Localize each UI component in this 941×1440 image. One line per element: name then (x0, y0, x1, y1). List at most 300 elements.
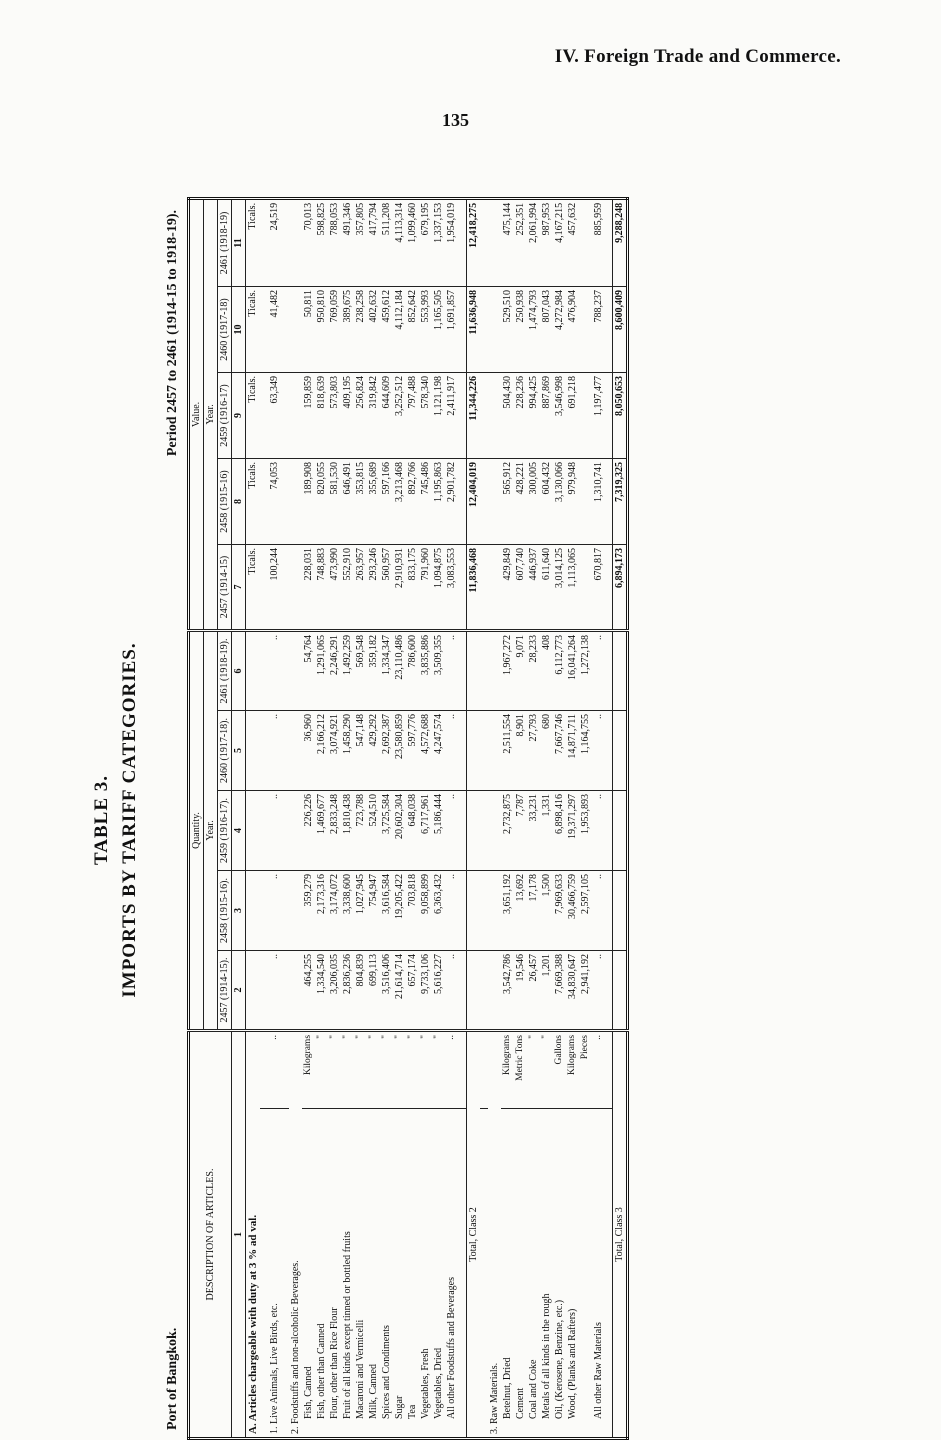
value-cell: 263,957 (354, 544, 367, 630)
unit-label: Ticals. (245, 286, 260, 372)
value-cell: 511,208 (380, 198, 393, 286)
quantity-cell: 699,113 (367, 950, 380, 1030)
value-cell: 293,246 (367, 544, 380, 630)
value-cell: 300,005 (526, 458, 539, 544)
value-cell: 50,811 (302, 286, 315, 372)
total-class-3-row (612, 198, 627, 1438)
quantity-cell: 2,246,291 (328, 630, 341, 710)
value-cell: 473,990 (328, 544, 341, 630)
total-value-cell: 6,894,173 (612, 544, 627, 630)
quantity-cell: .. (445, 950, 458, 1030)
value-cell: 491,346 (341, 198, 354, 286)
article-desc (328, 1109, 341, 1439)
quantity-cell: 2,836,236 (341, 950, 354, 1030)
article-name: Sugar (393, 1395, 405, 1419)
value-cell: 578,340 (419, 372, 432, 458)
rotated-table-block (91, 200, 851, 1440)
value-cell: 429,849 (500, 544, 513, 630)
article-name: Milk, Canned (367, 1364, 379, 1419)
quantity-cell: 3,074,921 (328, 710, 341, 790)
quantity-cell: 19,371,297 (565, 790, 578, 870)
unit-cell: .. (591, 1030, 604, 1108)
total-value-cell: 7,319,325 (612, 458, 627, 544)
quantity-cell: 1,272,138 (578, 630, 591, 710)
unit-cell: " (315, 1030, 328, 1108)
table-row (591, 198, 604, 1438)
year-header: 2459 (1916-17). (217, 790, 231, 870)
quantity-cell: 19,546 (513, 950, 526, 1030)
quantity-header: Quantity. (188, 630, 203, 1030)
quantity-cell: 3,651,192 (500, 870, 513, 950)
article-name: All other Raw Materials (592, 1322, 603, 1419)
quantity-cell: .. (445, 630, 458, 710)
quantity-cell: .. (591, 870, 604, 950)
article-name: Spices and Condiments (380, 1325, 392, 1419)
row-number: 1. (268, 1426, 280, 1434)
value-cell: 1,121,198 (432, 372, 445, 458)
quantity-cell: .. (268, 630, 281, 710)
quantity-cell: 28,233 (526, 630, 539, 710)
article-name: Fish, Canned (302, 1366, 314, 1419)
article-desc (565, 1109, 578, 1439)
quantity-cell: .. (268, 870, 281, 950)
table-row (406, 198, 419, 1438)
article-name: Live Animals, Live Birds, etc. (268, 1303, 280, 1424)
total-class-2-row (466, 198, 480, 1438)
value-cell: 807,043 (539, 286, 552, 372)
value-cell: 1,197,477 (591, 372, 604, 458)
total-value-cell: 11,636,948 (466, 286, 480, 372)
quantity-cell: 8,901 (513, 710, 526, 790)
quantity-cell: 680 (539, 710, 552, 790)
value-cell: 611,640 (539, 544, 552, 630)
quantity-cell: 23,110,486 (393, 630, 406, 710)
value-cell: 1,113,065 (565, 544, 578, 630)
table-row (328, 198, 341, 1438)
quantity-cell: 754,947 (367, 870, 380, 950)
table-row (268, 198, 281, 1438)
quantity-cell: .. (445, 710, 458, 790)
quantity-cell: 657,174 (406, 950, 419, 1030)
value-cell: 159,859 (302, 372, 315, 458)
article-name: Betelnut, Dried (501, 1357, 512, 1419)
quantity-cell: 30,466,759 (565, 870, 578, 950)
value-cell: 950,810 (315, 286, 328, 372)
quantity-cell: 648,038 (406, 790, 419, 870)
article-desc (500, 1109, 513, 1439)
quantity-cell: 547,148 (354, 710, 367, 790)
table-row (367, 198, 380, 1438)
value-cell (578, 544, 591, 630)
col-number: 9 (231, 372, 245, 458)
value-cell: 769,059 (328, 286, 341, 372)
year-header: 2457 (1914-15). (217, 950, 231, 1030)
quantity-cell: 1,164,755 (578, 710, 591, 790)
value-cell: 355,689 (367, 458, 380, 544)
quantity-cell: 1,458,290 (341, 710, 354, 790)
article-name: Macaroni and Vermicelli (354, 1319, 366, 1419)
quantity-cell: 27,793 (526, 710, 539, 790)
value-cell: 565,912 (500, 458, 513, 544)
period-label: Period 2457 to 2461 (1914-15 to 1918-19). (164, 210, 180, 457)
value-cell: 887,869 (539, 372, 552, 458)
value-cell: 4,113,314 (393, 198, 406, 286)
value-cell: 788,237 (591, 286, 604, 372)
value-cell: 3,130,066 (552, 458, 565, 544)
value-cell: 3,252,512 (393, 372, 406, 458)
value-cell: 1,310,741 (591, 458, 604, 544)
col-number: 11 (231, 198, 245, 286)
quantity-cell: 3,542,786 (500, 950, 513, 1030)
quantity-cell: 9,733,106 (419, 950, 432, 1030)
col-number: 2 (231, 950, 245, 1030)
quantity-cell: .. (591, 790, 604, 870)
unit-label: Ticals. (245, 544, 260, 630)
article-desc (578, 1109, 591, 1439)
total-value-cell: 8,050,653 (612, 372, 627, 458)
article-name: Vegetables, Fresh (419, 1348, 431, 1419)
section-a-title: A. Articles chargeable with duty at 3 % ad val. (245, 1030, 260, 1438)
value-cell: 1,474,793 (526, 286, 539, 372)
quantity-cell: 1,334,347 (380, 630, 393, 710)
article-desc (419, 1109, 432, 1439)
quantity-cell: 408 (539, 630, 552, 710)
quantity-cell: 36,960 (302, 710, 315, 790)
col-number: 1 (231, 1030, 245, 1438)
unit-cell: .. (268, 1030, 281, 1108)
quantity-cell: 2,732,875 (500, 790, 513, 870)
quantity-cell: 26,457 (526, 950, 539, 1030)
quantity-cell: .. (591, 630, 604, 710)
section-header: IV. Foreign Trade and Commerce. (554, 46, 841, 67)
value-cell: 256,824 (354, 372, 367, 458)
quantity-cell: 2,173,316 (315, 870, 328, 950)
value-cell: 979,948 (565, 458, 578, 544)
table-title: IMPORTS BY TARIFF CATEGORIES. (118, 642, 140, 998)
quantity-cell: 4,572,688 (419, 710, 432, 790)
quantity-cell: 3,616,584 (380, 870, 393, 950)
col-number: 4 (231, 790, 245, 870)
unit-cell: " (354, 1030, 367, 1108)
article-name: Wood, (Planks and Rafters) (566, 1308, 577, 1419)
table-row (315, 198, 328, 1438)
article-desc (539, 1109, 552, 1439)
quantity-cell: 703,818 (406, 870, 419, 950)
year-header: 2458 (1915-16) (217, 458, 231, 544)
value-cell (578, 198, 591, 286)
value-cell: 644,609 (380, 372, 393, 458)
total-value-cell: 11,344,226 (466, 372, 480, 458)
quantity-cell: 1,331 (539, 790, 552, 870)
quantity-cell: 54,764 (302, 630, 315, 710)
value-cell: 475,144 (500, 198, 513, 286)
col-number: 5 (231, 710, 245, 790)
quantity-cell: .. (268, 710, 281, 790)
year-header: 2461 (1918-19) (217, 198, 231, 286)
article-desc (315, 1109, 328, 1439)
value-cell: 63,349 (268, 372, 281, 458)
value-cell: 691,218 (565, 372, 578, 458)
quantity-cell: 9,058,899 (419, 870, 432, 950)
quantity-cell: 597,776 (406, 710, 419, 790)
table-row (539, 198, 552, 1438)
article-desc (341, 1109, 354, 1439)
quantity-cell: 19,205,422 (393, 870, 406, 950)
quantity-cell: 804,839 (354, 950, 367, 1030)
quantity-cell: 3,509,355 (432, 630, 445, 710)
value-cell: 820,055 (315, 458, 328, 544)
unit-cell: .. (445, 1030, 458, 1108)
value-cell: 3,213,468 (393, 458, 406, 544)
quantity-cell: 2,166,212 (315, 710, 328, 790)
value-cell: 459,612 (380, 286, 393, 372)
quantity-cell: 1,810,438 (341, 790, 354, 870)
year-header: 2460 (1917-18) (217, 286, 231, 372)
table-row (302, 198, 315, 1438)
unit-cell: " (380, 1030, 393, 1108)
table-row (445, 198, 458, 1438)
col-number: 8 (231, 458, 245, 544)
quantity-cell: 7,787 (513, 790, 526, 870)
value-cell: 994,425 (526, 372, 539, 458)
quantity-cell: 1,027,945 (354, 870, 367, 950)
quantity-cell: 13,692 (513, 870, 526, 950)
value-cell: 581,530 (328, 458, 341, 544)
value-cell: 504,430 (500, 372, 513, 458)
article-name: Vegetables, Dried (432, 1347, 444, 1419)
value-cell: 818,639 (315, 372, 328, 458)
value-cell: 788,053 (328, 198, 341, 286)
value-cell: 833,175 (406, 544, 419, 630)
unit-cell: " (526, 1030, 539, 1108)
total-label: Total, Class 2 (466, 1030, 480, 1438)
quantity-cell: 786,600 (406, 630, 419, 710)
total-value-cell: 9,288,248 (612, 198, 627, 286)
value-cell: 2,901,782 (445, 458, 458, 544)
article-name: Tea (406, 1404, 418, 1419)
quantity-cell: .. (268, 790, 281, 870)
article-desc (526, 1109, 539, 1439)
unit-label: Ticals. (245, 372, 260, 458)
total-value-cell: 8,600,409 (612, 286, 627, 372)
table-row (526, 198, 539, 1438)
quantity-cell: 359,182 (367, 630, 380, 710)
value-cell: 4,167,215 (552, 198, 565, 286)
table-row (354, 198, 367, 1438)
article-desc (354, 1109, 367, 1439)
value-cell: 228,236 (513, 372, 526, 458)
value-cell: 70,013 (302, 198, 315, 286)
col-number: 7 (231, 544, 245, 630)
unit-cell: " (406, 1030, 419, 1108)
unit-cell: Kilograms (500, 1030, 513, 1108)
value-cell: 3,014,125 (552, 544, 565, 630)
quantity-cell: 3,725,584 (380, 790, 393, 870)
value-cell: 1,099,460 (406, 198, 419, 286)
article-name: Cement (514, 1387, 525, 1419)
value-cell: 553,993 (419, 286, 432, 372)
value-cell: 476,904 (565, 286, 578, 372)
article-desc (552, 1109, 565, 1439)
quantity-cell: .. (591, 950, 604, 1030)
quantity-cell: 569,548 (354, 630, 367, 710)
quantity-cell: 3,206,035 (328, 950, 341, 1030)
value-cell: 402,632 (367, 286, 380, 372)
year-header: 2460 (1917-18). (217, 710, 231, 790)
value-cell: 250,938 (513, 286, 526, 372)
value-cell: 573,803 (328, 372, 341, 458)
group-2-title: 2. Foodstuffs and non-alcoholic Beverages. (289, 1030, 302, 1438)
quantity-cell: 23,580,859 (393, 710, 406, 790)
year-header: 2461 (1918-19). (217, 630, 231, 710)
col-number: 3 (231, 870, 245, 950)
quantity-cell: 3,174,072 (328, 870, 341, 950)
article-desc (380, 1109, 393, 1439)
unit-cell: Kilograms (302, 1030, 315, 1108)
value-cell: 1,954,019 (445, 198, 458, 286)
table-row (419, 198, 432, 1438)
value-cell: 228,031 (302, 544, 315, 630)
article-name: Coal and Coke (527, 1359, 538, 1419)
total-value-cell: 11,836,468 (466, 544, 480, 630)
value-cell: 2,910,931 (393, 544, 406, 630)
unit-cell: " (367, 1030, 380, 1108)
article-desc (432, 1109, 445, 1439)
quantity-cell: .. (268, 950, 281, 1030)
quantity-cell: 33,231 (526, 790, 539, 870)
unit-cell: Gallons (552, 1030, 565, 1108)
unit-cell: " (328, 1030, 341, 1108)
quantity-cell: 7,667,746 (552, 710, 565, 790)
value-cell: 885,959 (591, 198, 604, 286)
quantity-cell: 359,279 (302, 870, 315, 950)
quantity-cell: 723,788 (354, 790, 367, 870)
value-cell (578, 458, 591, 544)
unit-cell: " (432, 1030, 445, 1108)
value-cell: 4,272,984 (552, 286, 565, 372)
value-cell (578, 372, 591, 458)
value-cell: 679,195 (419, 198, 432, 286)
article-desc (367, 1109, 380, 1439)
quantity-cell: 3,516,406 (380, 950, 393, 1030)
unit-cell: Pieces (578, 1030, 591, 1108)
article-desc (268, 1109, 281, 1439)
quantity-cell: 1,500 (539, 870, 552, 950)
year-header: 2457 (1914-15) (217, 544, 231, 630)
quantity-cell: 5,616,227 (432, 950, 445, 1030)
unit-cell: " (341, 1030, 354, 1108)
article-name: Flour, other than Rice Flour (328, 1307, 340, 1419)
quantity-cell: .. (445, 790, 458, 870)
desc-header: DESCRIPTION OF ARTICLES. (188, 1030, 231, 1438)
table-row (565, 198, 578, 1438)
quantity-year-header: Year. (203, 630, 217, 1030)
value-cell: 100,244 (268, 544, 281, 630)
article-name: Fruit of all kinds except tinned or bottled fruits (341, 1231, 353, 1419)
value-cell: 4,112,184 (393, 286, 406, 372)
value-cell: 1,195,863 (432, 458, 445, 544)
value-cell: 646,491 (341, 458, 354, 544)
value-cell: 892,766 (406, 458, 419, 544)
value-cell: 357,805 (354, 198, 367, 286)
article-name: Fish, other than Canned (315, 1323, 327, 1419)
quantity-cell: 4,247,574 (432, 710, 445, 790)
value-cell: 670,817 (591, 544, 604, 630)
port-label: Port of Bangkok. (164, 1327, 180, 1430)
table-row (552, 198, 565, 1438)
article-name: Oil, (Kerosene, Benzine, etc.) (553, 1299, 564, 1419)
total-label: Total, Class 3 (612, 1030, 627, 1438)
quantity-cell: 7,969,633 (552, 870, 565, 950)
value-cell: 409,195 (341, 372, 354, 458)
col-number: 6 (231, 630, 245, 710)
table-row (341, 198, 354, 1438)
article-desc (406, 1109, 419, 1439)
value-cell: 446,937 (526, 544, 539, 630)
quantity-cell: 1,492,259 (341, 630, 354, 710)
value-year-header: Year. (203, 198, 217, 630)
article-desc (445, 1109, 458, 1439)
page-number: 135 (442, 110, 469, 130)
value-cell: 552,910 (341, 544, 354, 630)
article-desc (591, 1109, 604, 1439)
quantity-cell: 14,871,711 (565, 710, 578, 790)
unit-label: Ticals. (245, 198, 260, 286)
value-cell: 748,883 (315, 544, 328, 630)
value-cell: 252,351 (513, 198, 526, 286)
value-cell: 417,794 (367, 198, 380, 286)
value-cell: 457,632 (565, 198, 578, 286)
value-cell: 797,488 (406, 372, 419, 458)
quantity-cell: .. (445, 870, 458, 950)
value-cell: 2,411,917 (445, 372, 458, 458)
quantity-cell: 5,186,444 (432, 790, 445, 870)
quantity-cell: 1,334,540 (315, 950, 328, 1030)
quantity-cell: 3,338,600 (341, 870, 354, 950)
table-row (432, 198, 445, 1438)
year-header: 2458 (1915-16). (217, 870, 231, 950)
table-row (393, 198, 406, 1438)
value-cell: 24,519 (268, 198, 281, 286)
value-cell: 3,546,998 (552, 372, 565, 458)
value-cell: 1,165,505 (432, 286, 445, 372)
table-row (513, 198, 526, 1438)
quantity-cell: 1,967,272 (500, 630, 513, 710)
value-cell: 560,957 (380, 544, 393, 630)
table-row (578, 198, 591, 1438)
quantity-cell: 1,953,893 (578, 790, 591, 870)
quantity-cell: 16,041,264 (565, 630, 578, 710)
value-cell: 987,953 (539, 198, 552, 286)
unit-cell: " (419, 1030, 432, 1108)
value-cell: 791,960 (419, 544, 432, 630)
value-cell: 353,815 (354, 458, 367, 544)
unit-cell: " (393, 1030, 406, 1108)
value-cell: 189,908 (302, 458, 315, 544)
value-cell: 852,642 (406, 286, 419, 372)
group-3-title: 3. Raw Materials. (487, 1030, 500, 1438)
quantity-cell: 2,511,554 (500, 710, 513, 790)
quantity-cell: 17,178 (526, 870, 539, 950)
value-cell: 597,166 (380, 458, 393, 544)
total-value-cell: 12,404,019 (466, 458, 480, 544)
quantity-cell: 9,071 (513, 630, 526, 710)
value-cell: 745,486 (419, 458, 432, 544)
col-number: 10 (231, 286, 245, 372)
quantity-cell: 226,226 (302, 790, 315, 870)
value-cell: 529,510 (500, 286, 513, 372)
quantity-cell: .. (591, 710, 604, 790)
